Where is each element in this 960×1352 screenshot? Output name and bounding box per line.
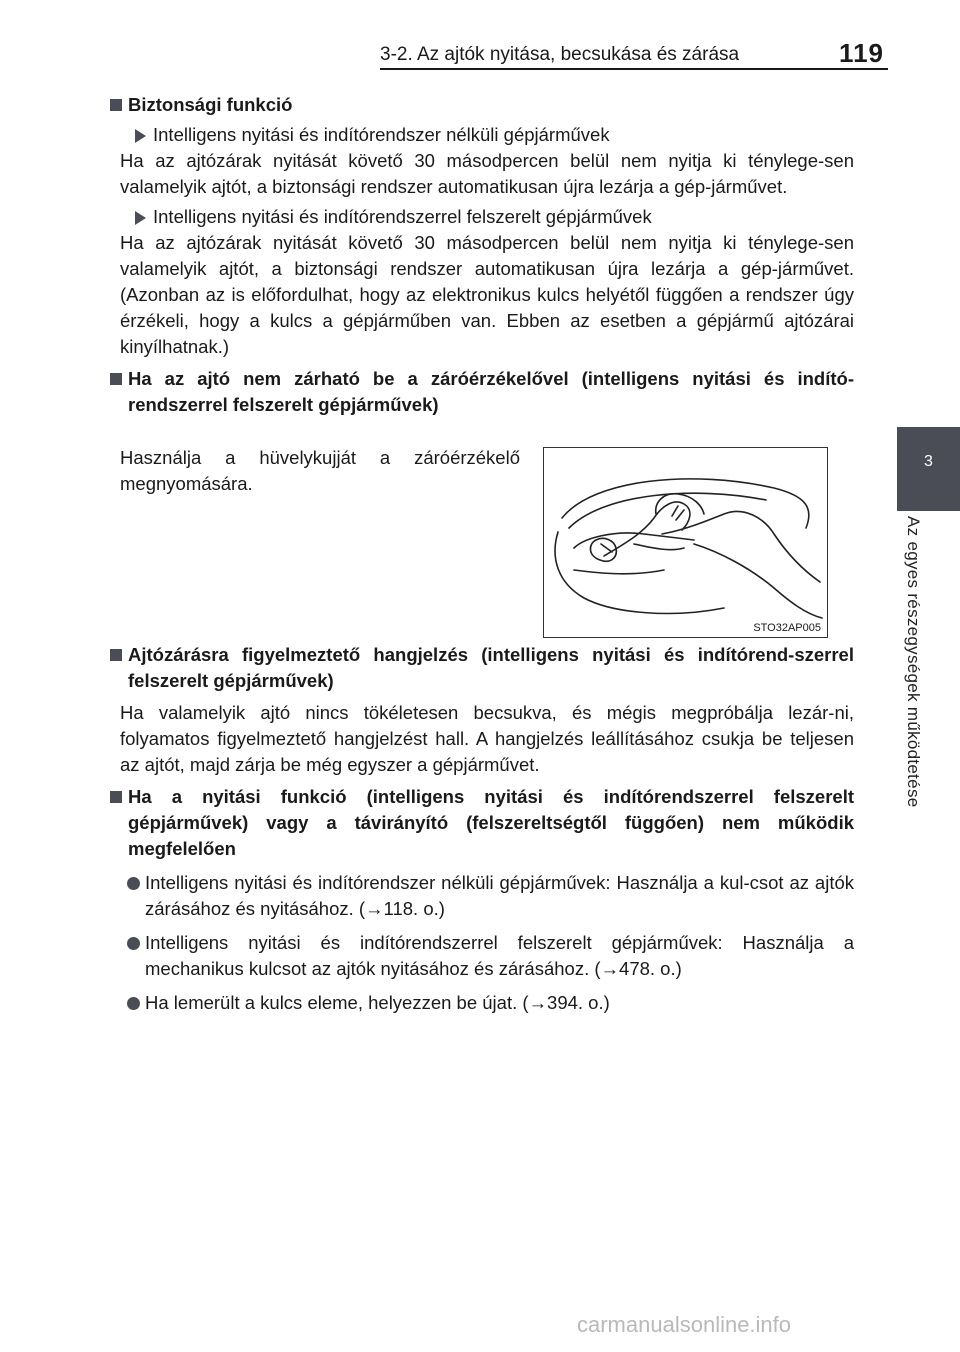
list-item: Intelligens nyitási és indítórendszerrel felszerelt gépjárművek: Használja a mechanikus kulcsot az ajtók nyitásához és zárásához. (→478. o.) <box>108 930 854 982</box>
page-header <box>380 36 888 72</box>
thumb-pressing-lock-sensor-icon <box>544 448 827 637</box>
chapter-title: 3-2. Az ajtók nyitása, becsukása és zárása <box>380 44 740 65</box>
square-bullet-icon <box>110 373 122 385</box>
chapter-tab <box>897 427 960 511</box>
chapter-side-title: Az egyes részegységek működtetése <box>904 516 923 808</box>
chapter-tab-number: 3 <box>924 453 933 470</box>
round-bullet-icon <box>127 997 140 1010</box>
page-number: 119 <box>839 38 884 68</box>
list-item: Ha lemerült a kulcs eleme, helyezzen be újat. (→394. o.) <box>108 990 854 1016</box>
section-heading-malfunction: Ha a nyitási funkció (intelligens nyitási és indítórendszerrel felszerelt gépjárművek) vagy a távirányító (felszereltségtől függően) nem működik megfelelően <box>108 784 854 862</box>
header-rule <box>380 68 888 70</box>
subheading-without-smart-key: Intelligens nyitási és indítórendszer nélküli gépjárművek <box>133 122 854 148</box>
round-bullet-icon <box>127 877 140 890</box>
paragraph: Ha az ajtózárak nyitását követő 30 másodpercen belül nem nyitja ki ténylege-sen valamelyik ajtót, a biztonsági rendszer automatikusan újra lezárja a gép-járművet. <box>120 150 854 197</box>
list-item: Intelligens nyitási és indítórendszer nélküli gépjárművek: Használja a kul-csot az ajtók zárásához és nyitásához. (→118. o.) <box>108 870 854 922</box>
square-bullet-icon <box>110 791 122 803</box>
subheading-with-smart-key: Intelligens nyitási és indítórendszerrel felszerelt gépjárművek <box>133 204 854 230</box>
paragraph: Ha valamelyik ajtó nincs tökéletesen becsukva, és mégis megpróbálja lezár-ni, folyamatos figyelmeztető hangjelzést hall. A hangjelzés leállításához csukja be teljesen az ajtót, majd zárja be még egyszer a gépjárművet. <box>120 702 854 775</box>
square-bullet-icon <box>110 99 122 111</box>
watermark: carmanualsonline.info <box>577 1312 792 1337</box>
square-bullet-icon <box>110 649 122 661</box>
door-handle-illustration <box>543 447 828 638</box>
round-bullet-icon <box>127 937 140 950</box>
triangle-bullet-icon <box>135 211 146 225</box>
section-heading-door-warning: Ajtózárásra figyelmeztető hangjelzés (intelligens nyitási és indítórend-szerrel felszerelt gépjárművek) <box>108 642 854 694</box>
paragraph: Ha az ajtózárak nyitását követő 30 másodpercen belül nem nyitja ki ténylege-sen valamelyik ajtót, a biztonsági rendszer automatikusan újra lezárja a gép-járművet. (Azonban az is előfordulhat, hogy az elektronikus kulcs helyétől függően a rendszer úgy érzékeli, hogy a kulcs a gépjárműben van. Ebben az esetben a gépjármű ajtózárai kinyílhatnak.) <box>120 232 854 357</box>
figure-caption-text: Használja a hüvelykujját a záróérzékelő megnyomására. <box>120 447 520 494</box>
triangle-bullet-icon <box>135 129 146 143</box>
section-heading-lock-sensor: Ha az ajtó nem zárható be a záróérzékelővel (intelligens nyitási és indító-rendszerrel felszerelt gépjárművek) <box>108 366 854 418</box>
section-heading-security: Biztonsági funkció <box>108 92 854 118</box>
figure-code: STO32AP005 <box>753 622 821 634</box>
